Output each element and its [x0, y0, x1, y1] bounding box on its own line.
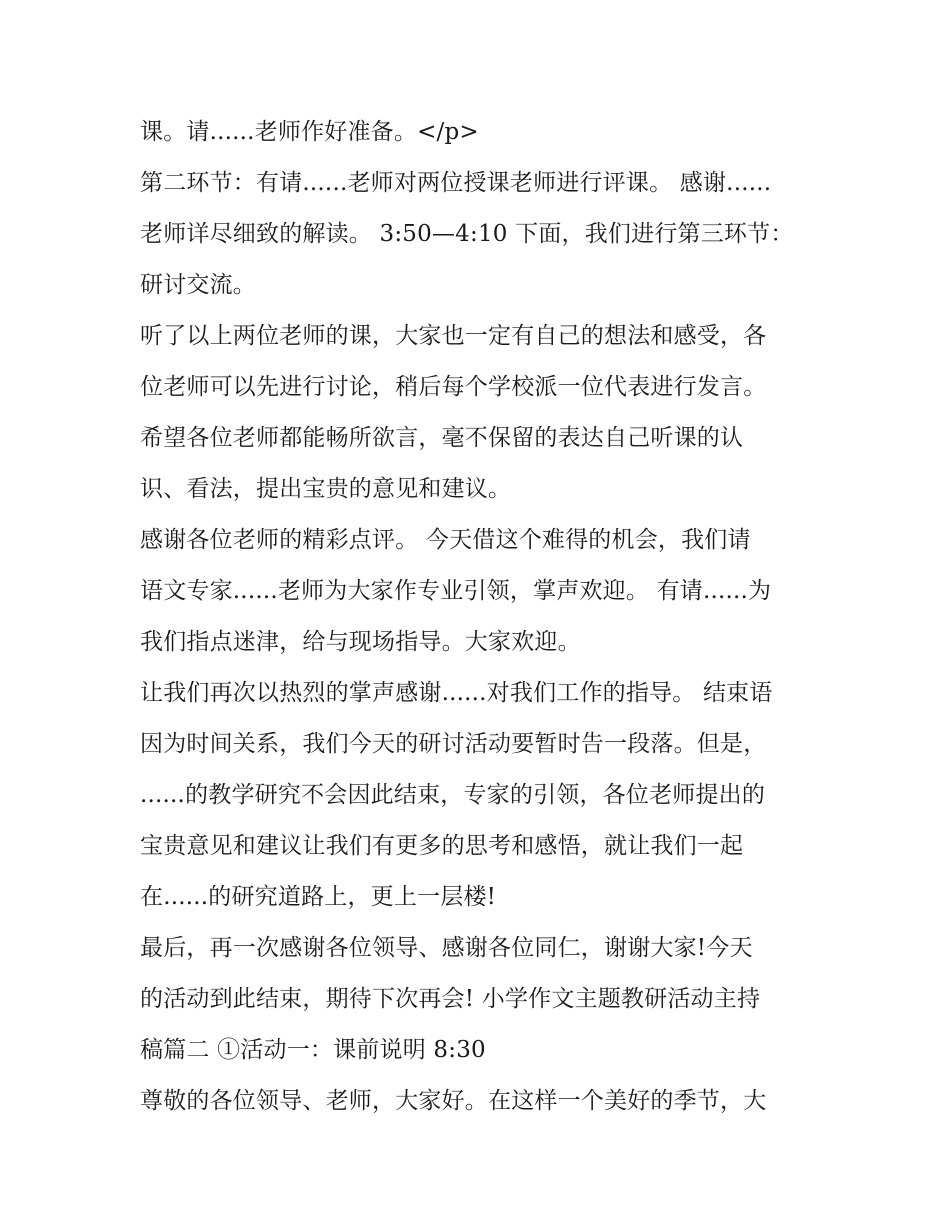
- text-line: 研讨交流。: [140, 272, 256, 298]
- text-line: 让我们再次以热烈的掌声感谢......对我们工作的指导。 结束语: [140, 680, 773, 706]
- text-line: 在......的研究道路上，更上一层楼!: [140, 884, 497, 910]
- text-line: 语文专家......老师为大家作专业引领，掌声欢迎。 有请......为: [140, 578, 772, 604]
- text-line: 感谢各位老师的精彩点评。 今天借这个难得的机会，我们请: [140, 527, 751, 553]
- text-line: 听了以上两位老师的课，大家也一定有自己的想法和感受，各: [140, 323, 767, 349]
- text-line: 位老师可以先进行讨论，稍后每个学校派一位代表进行发言。: [140, 374, 767, 400]
- text-line: 课。请......老师作好准备。</p>: [140, 119, 479, 145]
- text-line: 第二环节：有请......老师对两位授课老师进行评课。 感谢......: [140, 170, 772, 196]
- text-line: ......的教学研究不会因此结束，专家的引领，各位老师提出的: [140, 782, 766, 808]
- text-line: 因为时间关系，我们今天的研讨活动要暂时告一段落。但是，: [140, 731, 767, 757]
- text-line: 尊敬的各位领导、老师，大家好。在这样一个美好的季节，大: [140, 1088, 767, 1114]
- text-line: 老师详尽细致的解读。 3:50—4:10 下面，我们进行第三环节：: [140, 221, 794, 247]
- document-body: [140, 107, 820, 1127]
- text-line: 最后，再一次感谢各位领导、感谢各位同仁，谢谢大家!今天: [140, 935, 753, 961]
- text-line: 希望各位老师都能畅所欲言，毫不保留的表达自己听课的认: [140, 425, 744, 451]
- text-line: 的活动到此结束，期待下次再会! 小学作文主题教研活动主持: [140, 986, 761, 1012]
- text-line: 我们指点迷津，给与现场指导。大家欢迎。: [140, 629, 581, 655]
- text-line: 宝贵意见和建议让我们有更多的思考和感悟，就让我们一起: [140, 833, 744, 859]
- text-line: 识、看法，提出宝贵的意见和建议。: [140, 476, 512, 502]
- text-line: 稿篇二 ①活动一：课前说明 8:30: [140, 1037, 486, 1063]
